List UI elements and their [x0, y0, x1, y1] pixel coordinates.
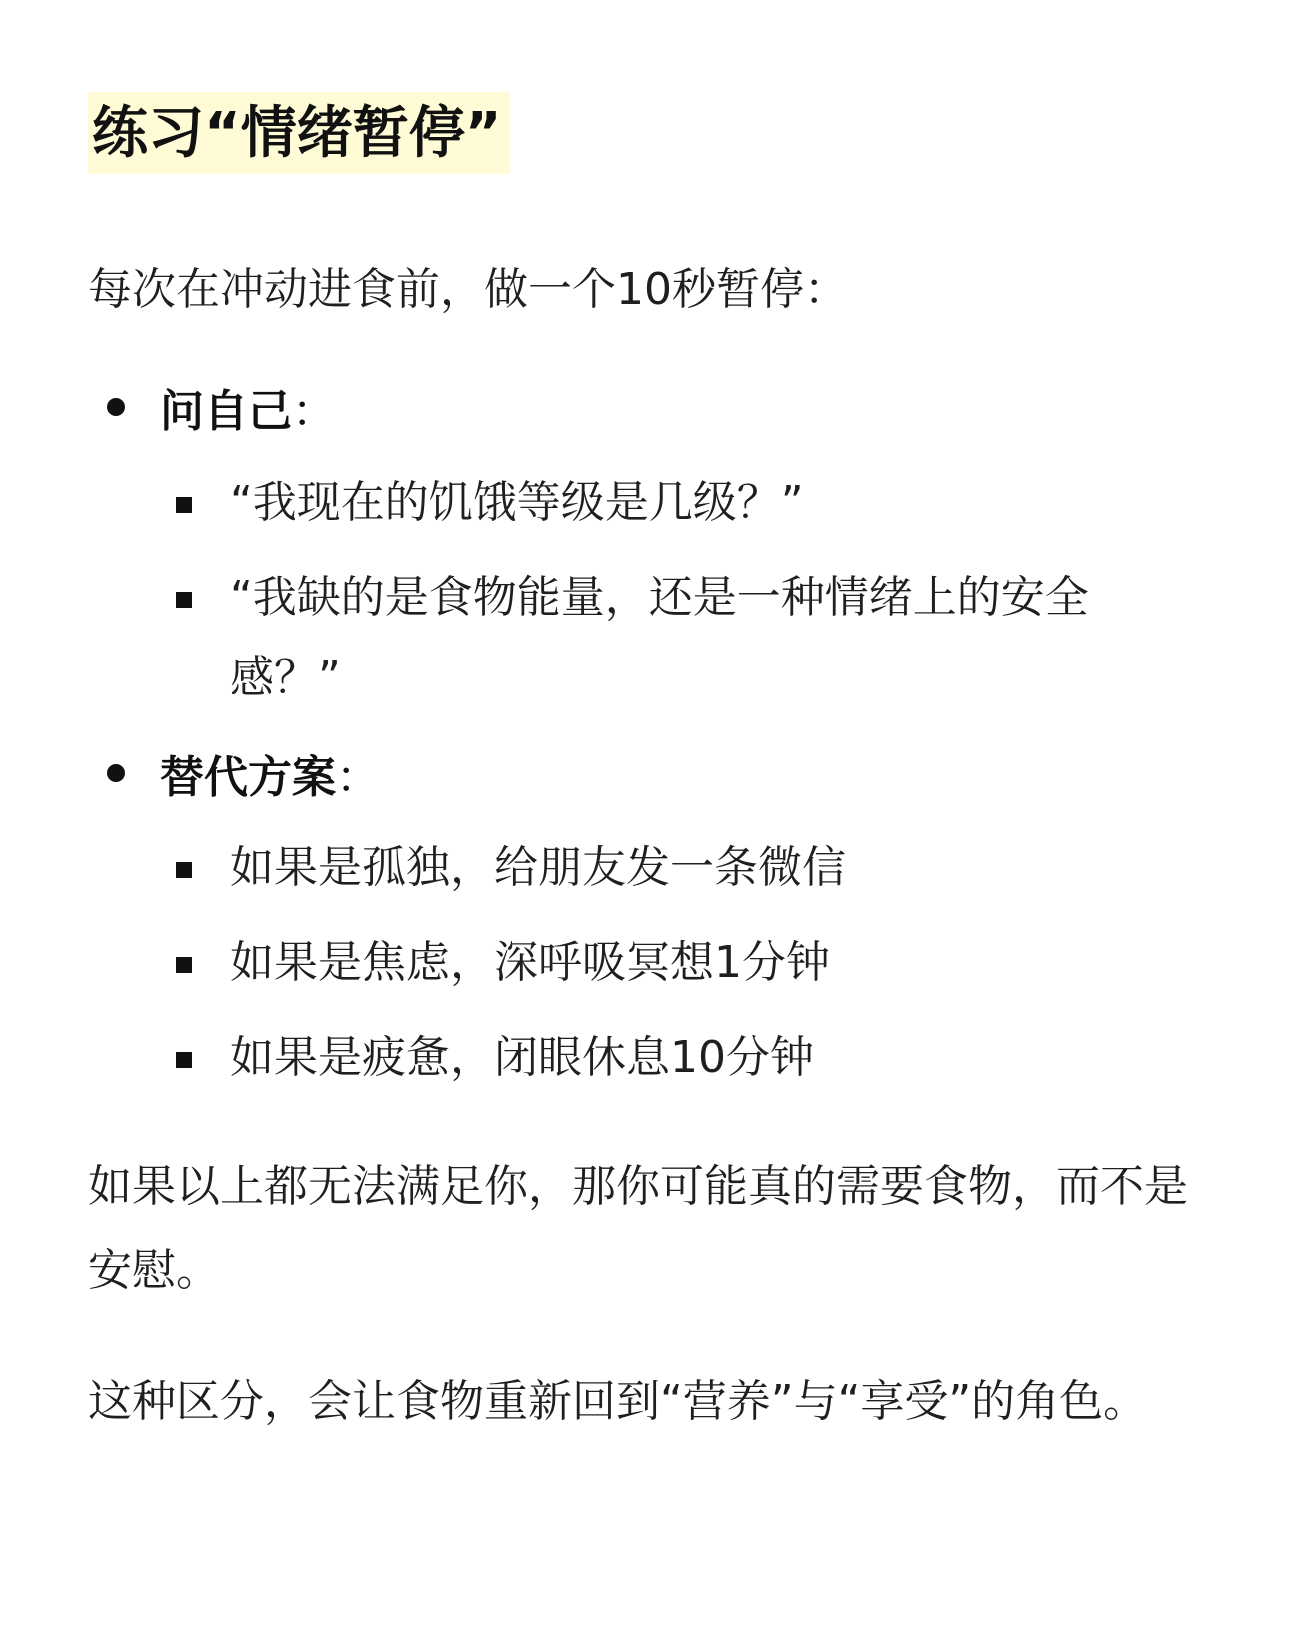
sub-item-text: “我现在的饥饿等级是几级？” — [230, 477, 804, 528]
bullet-label: 替代方案 — [160, 752, 336, 803]
bullet-dot-icon — [107, 398, 125, 416]
sub-list-item — [230, 463, 1160, 543]
intro-paragraph: 每次在冲动进食前，做一个10秒暂停： — [88, 264, 848, 315]
sub-list-item — [230, 1018, 1160, 1098]
bullet-colon: ： — [292, 386, 336, 437]
bullet-label: 问自己 — [160, 386, 292, 437]
bullet-alternatives — [160, 728, 380, 818]
closing-paragraph: 这种区分，会让食物重新回到“营养”与“享受”的角色。 — [88, 1376, 1148, 1427]
conclusion-paragraph: 如果以上都无法满足你，那你可能真的需要食物，而不是安慰。 — [88, 1161, 1188, 1296]
section-heading: 练习“情绪暂停” — [88, 92, 510, 174]
bullet-ask-yourself — [160, 362, 336, 452]
sub-item-text: “我缺的是食物能量，还是一种情绪上的安全感？” — [230, 572, 1089, 703]
bullet-dot-icon — [107, 764, 125, 782]
sub-list-item — [230, 558, 1160, 718]
sub-item-text: 如果是疲惫，闭眼休息10分钟 — [230, 1032, 814, 1083]
square-bullet-icon — [176, 1052, 192, 1068]
bullet-colon: ： — [336, 752, 380, 803]
sub-list-item — [230, 828, 1160, 908]
sub-list-item — [230, 923, 1160, 1003]
square-bullet-icon — [176, 592, 192, 608]
sub-item-text: 如果是焦虑，深呼吸冥想1分钟 — [230, 937, 830, 988]
square-bullet-icon — [176, 957, 192, 973]
square-bullet-icon — [176, 497, 192, 513]
sub-item-text: 如果是孤独，给朋友发一条微信 — [230, 842, 846, 893]
square-bullet-icon — [176, 862, 192, 878]
